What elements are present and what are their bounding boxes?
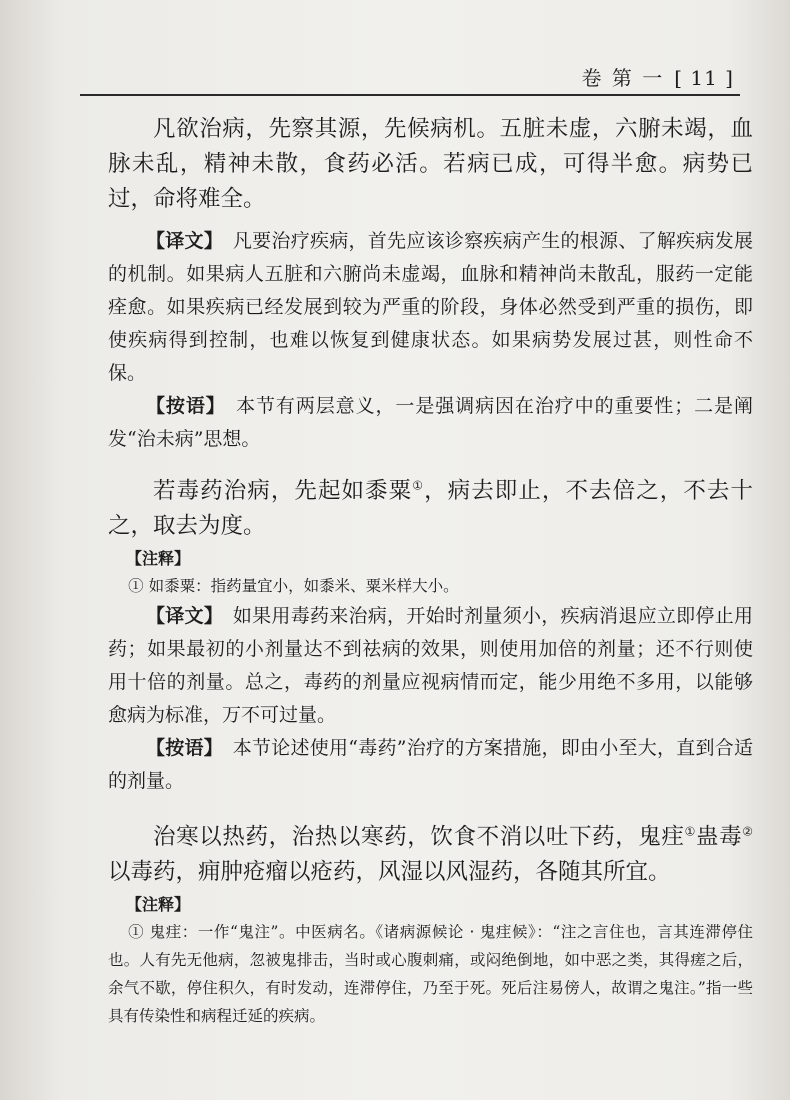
note-title-3: 【注释】 <box>126 895 191 914</box>
classic-text-2 <box>108 474 753 544</box>
page-body <box>108 112 753 1030</box>
footnote-ref-3: ② <box>742 824 753 839</box>
chapter-title: 卷 第 一 <box>581 66 665 90</box>
translation-2 <box>108 600 753 732</box>
comment-tag-2: 【按语】 <box>146 737 214 759</box>
page-number: [ 11 ] <box>674 66 734 90</box>
translation-tag-1: 【译文】 <box>146 230 214 252</box>
note-title-2: 【注释】 <box>126 549 191 568</box>
translation-text-1: 凡要治疗疾病，首先应该诊察疾病产生的根源、了解疾病发展的机制。如果病人五脏和六腑尚未虚竭，血脉和精神尚未散乱，服药一定能痊愈。如果疾病已经发展到较为严重的阶段，身体必然受到严重的损伤，即使疾病得到控制，也难以恢复到健康状态。如果病势发展过甚，则性命不保。 <box>108 230 753 384</box>
translation-1 <box>108 225 753 390</box>
classic-text-3c: 以毒药，痈肿疮瘤以疮药，风湿以风湿药，各随其所宜。 <box>108 859 671 885</box>
comment-text-1: 本节有两层意义，一是强调病因在治疗中的重要性；二是阐发“治未病”思想。 <box>108 395 753 450</box>
note-text-2: ① 如黍粟：指药量宜小，如黍米、粟米样大小。 <box>128 577 459 595</box>
classic-text-3b: 蛊毒 <box>695 824 743 850</box>
classic-text-2b: ，病去即止，不去倍之，不去十之，取去为度。 <box>108 478 753 539</box>
classic-text-3a: 治寒以热药，治热以寒药，饮食不消以吐下药，鬼疰 <box>153 824 685 850</box>
comment-2 <box>108 732 753 798</box>
comment-text-2: 本节论述使用“毒药”治疗的方案措施，即由小至大，直到合适的剂量。 <box>108 737 753 792</box>
note-text-3: ① 鬼疰：一作“鬼注”。中医病名。《诸病源候论 · 鬼疰候》：“注之言住也，言其连滞停住也。人有先无他病，忽被鬼排击，当时或心腹刺痛，或闷绝倒地，如中恶之类，其得瘥之后，余气不歇，停住积久，有时发动，连滞停住，乃至于死。死后注易傍人，故谓之鬼注。”指一些具有传染性和病程迁延的疾病。 <box>108 923 753 1025</box>
classic-text-1: 凡欲治病，先察其源，先候病机。五脏未虚，六腑未竭，血脉未乱，精神未散，食药必活。若病已成，可得半愈。病势已过，命将难全。 <box>108 116 753 212</box>
comment-tag-1: 【按语】 <box>146 395 217 417</box>
footnote-ref-2: ① <box>684 824 696 839</box>
comment-1 <box>108 390 753 456</box>
page-header <box>80 58 740 96</box>
footnote-ref-1: ① <box>412 478 425 493</box>
translation-tag-2: 【译文】 <box>146 605 214 627</box>
translation-text-2: 如果用毒药来治病，开始时剂量须小，疾病消退应立即停止用药；如果最初的小剂量达不到祛病的效果，则使用加倍的剂量；还不行则使用十倍的剂量。总之，毒药的剂量应视病情而定，能少用绝不多用，以能够愈病为标准，万不可过量。 <box>108 605 753 726</box>
running-head <box>582 62 735 91</box>
classic-text-3 <box>108 820 753 890</box>
classic-text-2a: 若毒药治病，先起如黍粟 <box>153 478 413 504</box>
